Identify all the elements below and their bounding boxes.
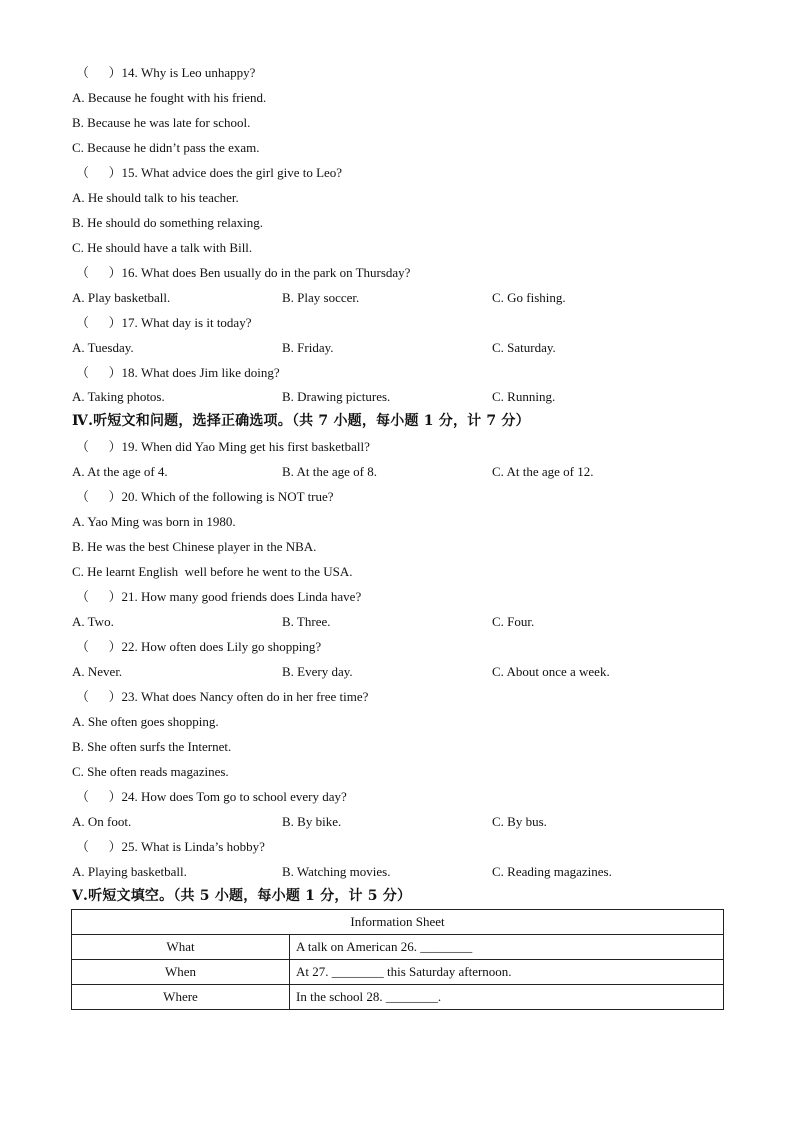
option-c: C. Saturday. <box>492 340 556 355</box>
option-b: B. Play soccer. <box>282 290 360 305</box>
option-b: B. He was the best Chinese player in the NBA. <box>72 539 317 554</box>
option-c: C. He learnt English well before he went to the USA. <box>72 564 353 579</box>
option-c: C. Running. <box>492 389 556 404</box>
option-a: A. Tuesday. <box>72 340 134 355</box>
option-a: A. Play basketball. <box>72 290 171 305</box>
question-stem: （ ）23. What does Nancy often do in her free time? <box>76 689 369 704</box>
question-stem: （ ）19. When did Yao Ming get his first basketball? <box>76 439 370 454</box>
option-c: C. About once a week. <box>492 664 610 679</box>
question-stem: （ ）17. What day is it today? <box>76 315 252 330</box>
option-a: A. Playing basketball. <box>72 864 187 879</box>
table-row <box>72 960 724 985</box>
option-c: C. At the age of 12. <box>492 464 594 479</box>
option-c: C. He should have a talk with Bill. <box>72 240 253 255</box>
option-a: A. Because he fought with his friend. <box>72 90 267 105</box>
option-a: A. Never. <box>72 664 123 679</box>
row-value: A talk on American 26. ________ <box>290 935 724 960</box>
question-stem: （ ）18. What does Jim like doing? <box>76 365 280 380</box>
row-value: In the school 28. ________. <box>290 985 724 1010</box>
question-stem: （ ）16. What does Ben usually do in the park on Thursday? <box>76 265 411 280</box>
question-stem: （ ）25. What is Linda’s hobby? <box>76 839 265 854</box>
table-header-row <box>72 910 724 935</box>
row-value: At 27. ________ this Saturday afternoon. <box>290 960 724 985</box>
section-heading-5: Ⅴ.听短文填空。（共 5 小题，每小题 1 分，计 5 分） <box>72 888 412 904</box>
option-c: C. By bus. <box>492 814 547 829</box>
option-a: A. She often goes shopping. <box>72 714 219 729</box>
table-row <box>72 935 724 960</box>
option-a: A. Two. <box>72 614 114 629</box>
option-b: B. Friday. <box>282 340 334 355</box>
row-label: When <box>72 960 290 985</box>
question-stem: （ ）24. How does Tom go to school every day? <box>76 789 347 804</box>
information-sheet-table <box>71 909 724 1010</box>
question-stem: （ ）22. How often does Lily go shopping? <box>76 639 322 654</box>
question-stem: （ ）15. What advice does the girl give to Leo? <box>76 165 343 180</box>
option-b: B. At the age of 8. <box>282 464 377 479</box>
option-c: C. Go fishing. <box>492 290 566 305</box>
option-b: B. She often surfs the Internet. <box>72 739 232 754</box>
option-c: C. Four. <box>492 614 535 629</box>
row-label: What <box>72 935 290 960</box>
option-b: B. He should do something relaxing. <box>72 215 264 230</box>
option-b: B. Drawing pictures. <box>282 389 391 404</box>
option-b: B. Because he was late for school. <box>72 115 251 130</box>
option-a: A. Taking photos. <box>72 389 165 404</box>
option-b: B. Every day. <box>282 664 353 679</box>
option-c: C. Reading magazines. <box>492 864 612 879</box>
question-stem: （ ）14. Why is Leo unhappy? <box>76 65 256 80</box>
option-a: A. At the age of 4. <box>72 464 168 479</box>
option-b: B. Watching movies. <box>282 864 391 879</box>
table-title: Information Sheet <box>72 910 724 935</box>
option-a: A. He should talk to his teacher. <box>72 190 239 205</box>
option-c: C. She often reads magazines. <box>72 764 229 779</box>
option-c: C. Because he didn’t pass the exam. <box>72 140 260 155</box>
option-b: B. By bike. <box>282 814 342 829</box>
question-stem: （ ）21. How many good friends does Linda have? <box>76 589 362 604</box>
option-a: A. On foot. <box>72 814 132 829</box>
section-heading-4: Ⅳ.听短文和问题，选择正确选项。（共 7 小题，每小题 1 分，计 7 分） <box>72 413 530 429</box>
option-a: A. Yao Ming was born in 1980. <box>72 514 236 529</box>
option-b: B. Three. <box>282 614 331 629</box>
table-row <box>72 985 724 1010</box>
row-label: Where <box>72 985 290 1010</box>
question-stem: （ ）20. Which of the following is NOT true? <box>76 489 334 504</box>
